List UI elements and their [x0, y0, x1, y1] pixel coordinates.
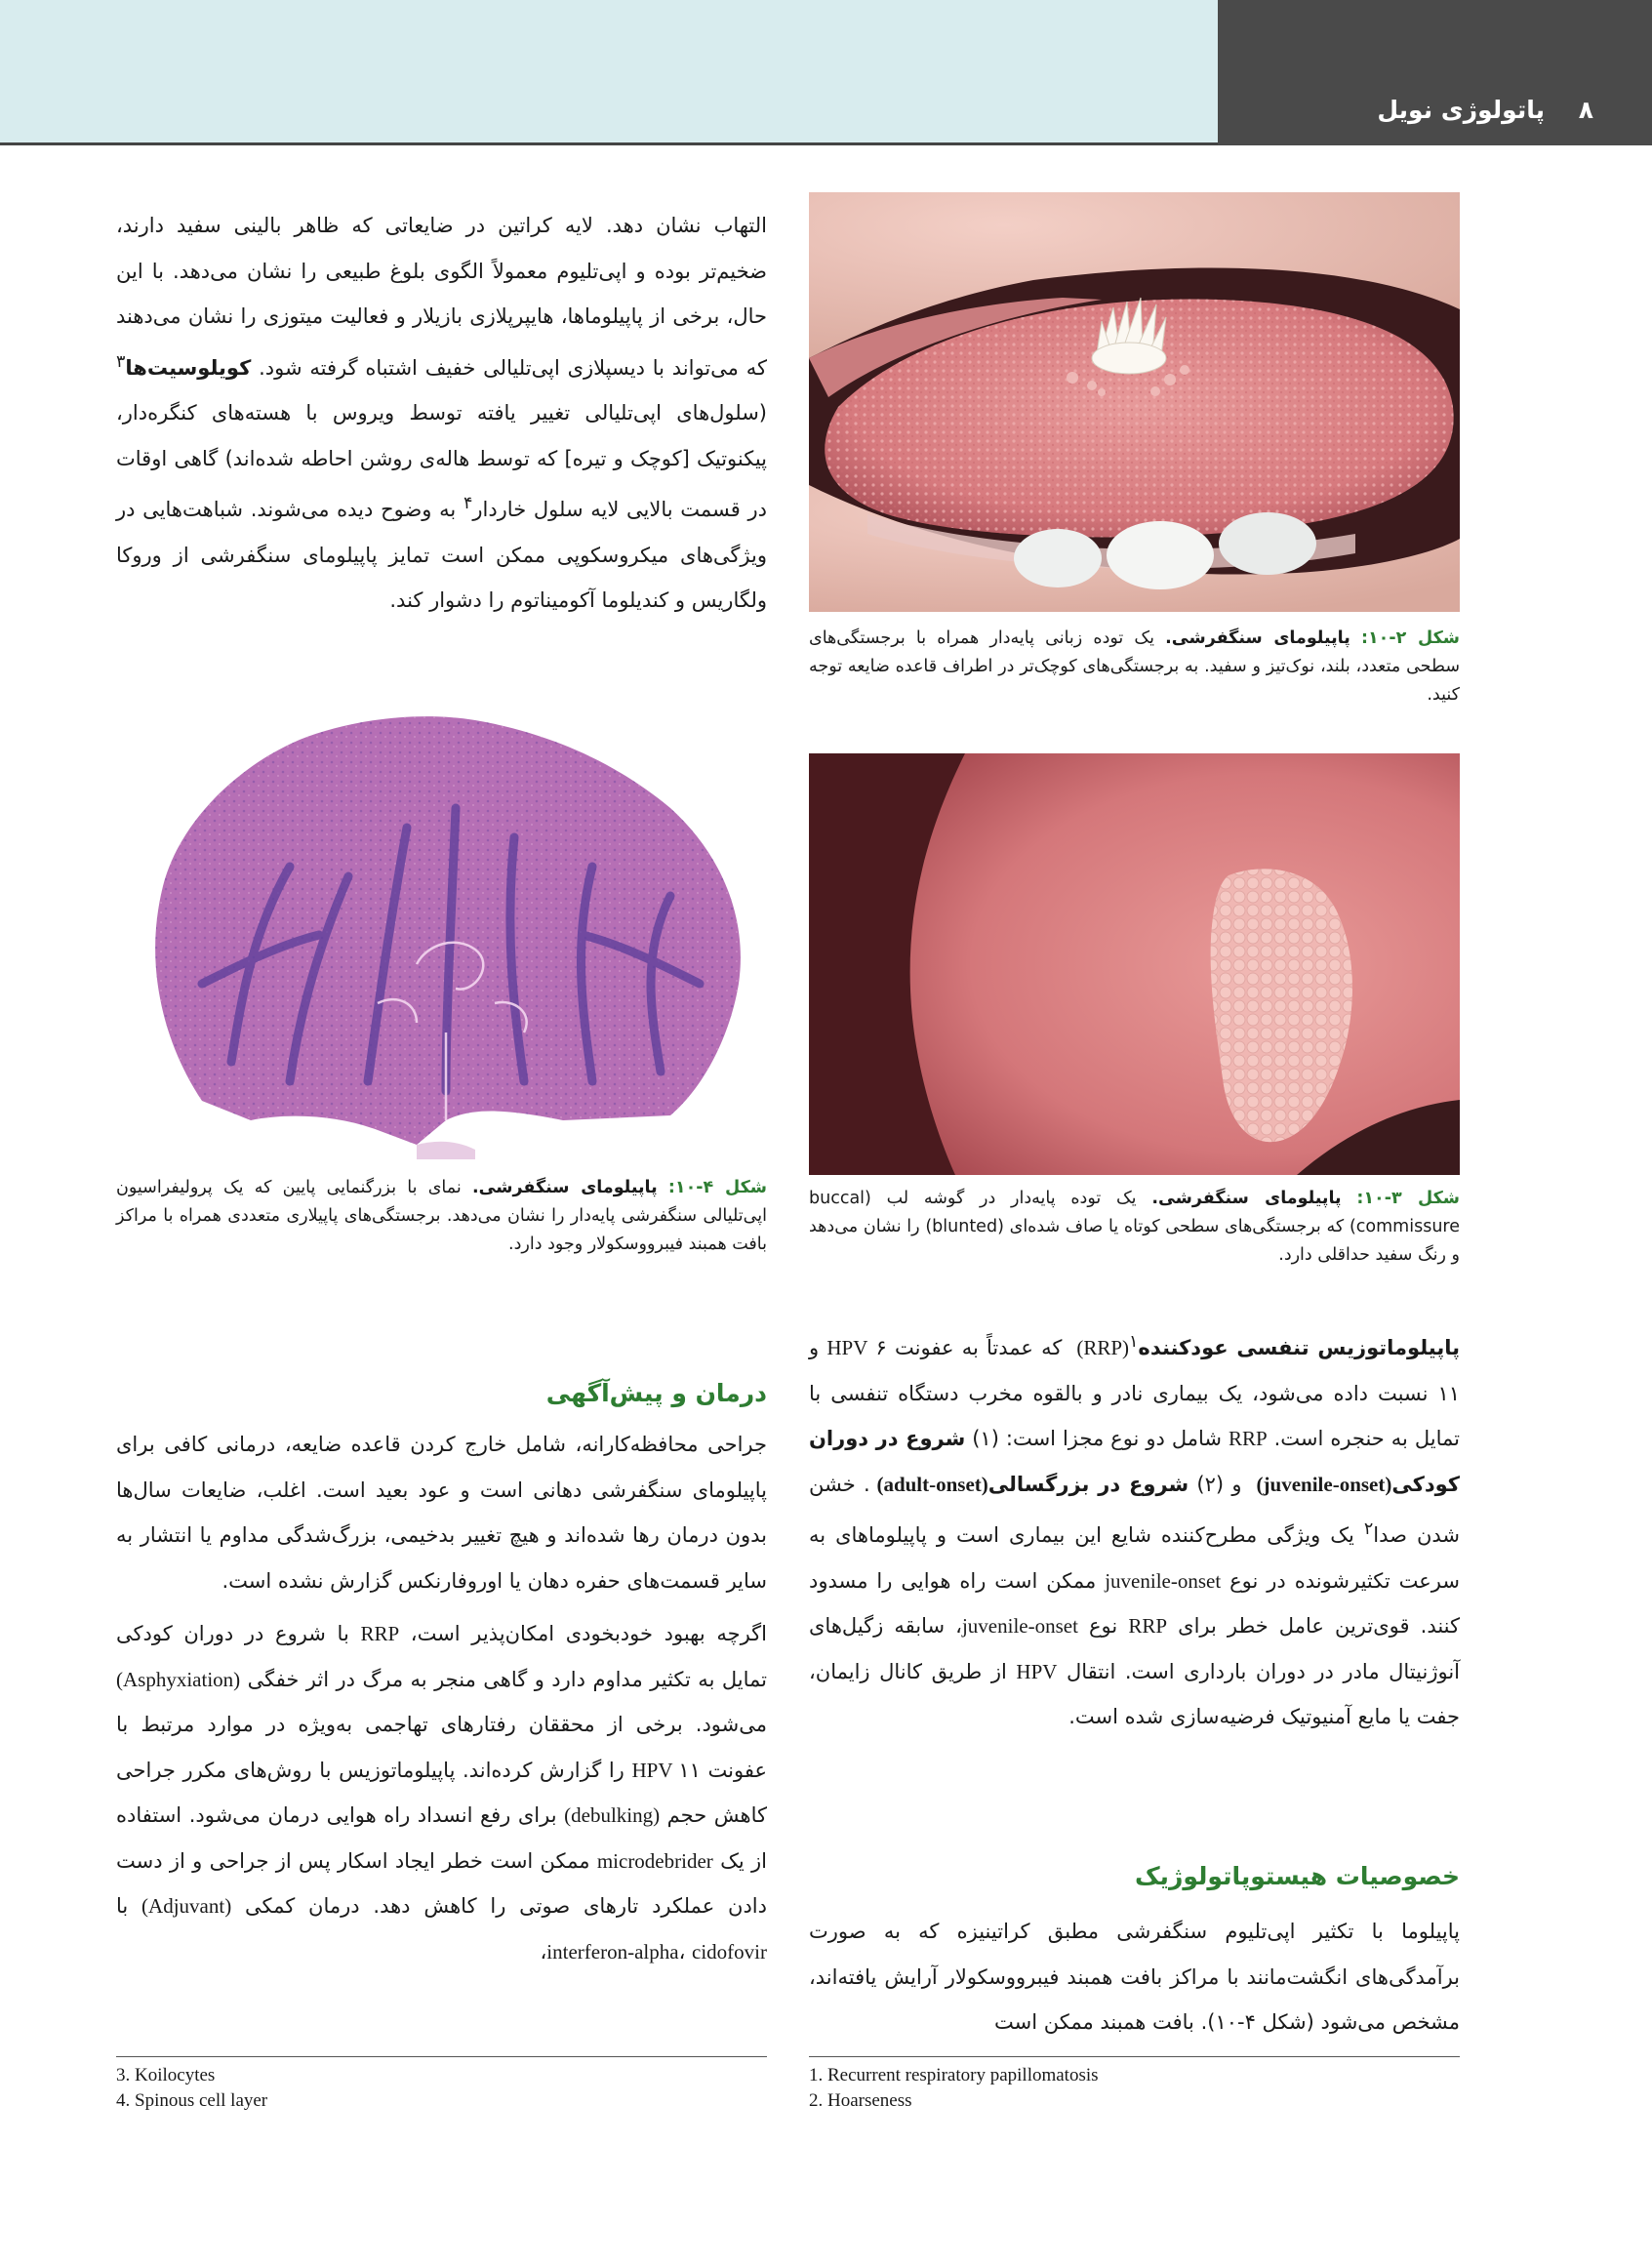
text-span: و (۲): [1189, 1472, 1250, 1496]
text-span: ۶ و ۱۱ نسبت داده می‌شود، یک بیماری نادر و بالقوه مخرب دستگاه تنفسی با تمایل به حنجره است.: [809, 1336, 1460, 1450]
adjuvant-term: (Adjuvant): [141, 1894, 232, 1918]
treatment-paragraphs: [116, 1422, 767, 1974]
text-span: . خشن شدن صدا: [809, 1472, 1461, 1547]
figure-10-4-number: شکل ۴-۱۰:: [667, 1178, 767, 1197]
text-span: ممکن است خطر ایجاد اسکار پس از جراحی و از دست دادن عملکرد تارهای صوتی را کاهش دهد. درمان کمکی: [116, 1848, 767, 1918]
footnote-ref-4: ۴: [463, 494, 473, 513]
page-number: ۸: [1578, 96, 1593, 124]
text-span: می‌شود. برخی از محققان رفتارهای تهاجمی به‌ویژه در موارد مرتبط با عفونت: [116, 1713, 767, 1782]
histopathology-paragraph: [809, 1909, 1460, 2045]
figure-10-2-photo: [809, 192, 1460, 612]
figure-10-2-caption: [809, 625, 1460, 709]
header-rule: [0, 142, 1218, 145]
text-span: ، سابقه زگیل‌های آنوژنیتال مادر در دوران بارداری است. انتقال: [809, 1614, 1460, 1683]
footnote-3: 3. Koilocytes: [116, 2065, 216, 2085]
histopathology-heading: خصوصیات هیستوپاتولوژیک: [1134, 1862, 1460, 1890]
text-span: ممکن است راه هوایی را مسدود کنند. قوی‌ترین عامل خطر برای: [809, 1568, 1461, 1638]
text-span: نوع: [1077, 1614, 1129, 1638]
juvenile-onset-en: juvenile-onset: [1105, 1568, 1222, 1593]
footnote-ref-2: ۲: [1363, 1519, 1374, 1539]
debulking-term: (debulking): [564, 1803, 661, 1827]
adult-onset-term: شروع در بزرگسالی: [987, 1472, 1189, 1496]
footnote-rule-right: [809, 2056, 1460, 2057]
rrp-abbr: (RRP): [1069, 1336, 1130, 1359]
juvenile-onset-term: شروع در دوران کودکی: [809, 1427, 1460, 1496]
rrp-abbr: RRP: [1228, 1427, 1268, 1450]
hpv-term: HPV ۱۱: [631, 1758, 701, 1782]
figure-10-2-text: یک توده زبانی پایه‌دار همراه با برجستگی‌های سطحی متعدد، بلند، نوک‌تیز و سفید. به برجستگی‌های کوچک‌تر در اطراف قاعده ضایعه توجه کنید.: [809, 628, 1460, 705]
text-span: از طریق کانال زایمان، جفت یا مایع آمنیوتیک فرضیه‌سازی شده است.: [809, 1659, 1460, 1728]
rrp-paragraph: [809, 1319, 1460, 1807]
figure-10-2-number: شکل ۲-۱۰:: [1360, 628, 1460, 648]
text-span: ،: [540, 1939, 547, 1963]
rrp-term: پاپیلوماتوزیس تنفسی عودکننده: [1138, 1336, 1460, 1359]
figure-10-3-number: شکل ۳-۱۰:: [1356, 1189, 1460, 1208]
treatment-heading: درمان و پیش‌آگهی: [545, 1379, 767, 1407]
footnote-2: 2. Hoarseness: [809, 2090, 912, 2111]
figure-10-4-caption: [116, 1174, 767, 1259]
adult-onset-en: (adult-onset): [869, 1472, 988, 1496]
juvenile-onset-en: juvenile-onset: [961, 1614, 1078, 1638]
figure-10-4-title: پاپیلومای سنگفرشی.: [471, 1178, 658, 1197]
book-title: پاتولوژی نویل: [1377, 96, 1545, 124]
cidofovir-term: cidofovir: [692, 1939, 767, 1963]
text-span: که عمدتاً به عفونت: [886, 1336, 1070, 1359]
text-span: یک ویژگی مطرح‌کننده شایع این بیماری است و پاپیلوماهای به سرعت تکثیرشونده در نوع: [809, 1523, 1460, 1593]
figure-10-3-text: یک توده پایه‌دار در گوشه لب (buccal commissure) که برجستگی‌های سطحی کوتاه یا صاف شده‌ای (blunted) را نشان می‌دهد و رنگ سفید حداقلی دارد.: [809, 1189, 1460, 1265]
text-span: را گزارش کرده‌اند. پاپیلوماتوزیس با روش‌های مکرر جراحی کاهش حجم: [116, 1758, 767, 1827]
figure-10-4-text: نمای با بزرگنمایی پایین که یک پرولیفراسیون اپی‌تلیالی سنگفرشی پایه‌دار را نشان می‌دهد. برجستگی‌های پاپیلاری متعددی همراه با مراکز بافت همبند فیبرووسکولار وجود دارد.: [116, 1178, 767, 1254]
juvenile-onset-en: (juvenile-onset): [1249, 1472, 1392, 1496]
koilocytes-term: کویلوسیت‌ها: [125, 355, 252, 380]
footnotes-right: [809, 2063, 1460, 2114]
text-span: شامل دو نوع مجزا است: (۱): [965, 1427, 1229, 1450]
footnote-1: 1. Recurrent respiratory papillomatosis: [809, 2065, 1099, 2085]
footnote-ref-3: ۳: [116, 351, 126, 372]
histopathology-text: پاپیلوما با تکثیر اپی‌تلیوم سنگفرشی مطبق کراتینیزه که به صورت برآمدگی‌های انگشت‌مانند با مراکز بافت همبند فیبرووسکولار آرایش یافته‌اند، مشخص می‌شود (شکل ۴-۱۰). بافت همبند ممکن است: [809, 1920, 1460, 2034]
hpv-term: HPV: [1016, 1659, 1058, 1683]
text-span: برای رفع انسداد راه هوایی درمان می‌شود. استفاده از یک: [116, 1803, 767, 1873]
hpv-term: HPV: [826, 1336, 868, 1359]
intro-paragraph: [116, 203, 767, 624]
footnote-rule-left: [116, 2056, 767, 2057]
figure-10-3-title: پاپیلومای سنگفرشی.: [1151, 1189, 1342, 1208]
rrp-abbr: RRP: [1128, 1614, 1168, 1638]
text-span: اگرچه بهبود خودبخودی امکان‌پذیر است،: [399, 1622, 767, 1645]
text-span: التهاب نشان دهد. لایه کراتین در ضایعاتی که ظاهر بالینی سفید دارند، ضخیم‌تر بوده و اپی‌تلیوم معمولاً الگوی بلوغ طبیعی را نشان می‌دهد. با این حال، برخی از پاپیلوماها، هایپرپلازی بازیلار و فعالیت میتوزی را نشان می‌دهند که می‌تواند با دیسپلازی اپی‌تلیالی خفیف اشتباه گرفته شود.: [116, 214, 767, 380]
interferon-term: interferon-alpha: [546, 1939, 679, 1963]
text-span: با: [116, 1894, 142, 1918]
figure-10-4-photo: [124, 710, 767, 1159]
figure-10-3-caption: [809, 1185, 1460, 1270]
figure-10-2-title: پاپیلومای سنگفرشی.: [1165, 628, 1350, 648]
footnote-4: 4. Spinous cell layer: [116, 2090, 268, 2111]
text-span: ،: [678, 1939, 693, 1963]
microdebrider-term: microdebrider: [596, 1848, 713, 1873]
rrp-abbr: RRP: [360, 1622, 400, 1645]
text-span: با شروع در دوران کودکی تمایل به تکثیر مداوم دارد و گاهی منجر به مرگ در اثر خفگی: [116, 1622, 767, 1691]
footnote-ref-1: ۱: [1129, 1332, 1139, 1352]
text-span: به وضوح دیده می‌شوند. شباهت‌هایی در ویژگی‌های میکروسکوپی ممکن است تمایز پاپیلومای سنگفرشی از وروکا ولگاریس و کندیلوما آکومیناتوم را دشوار کند.: [116, 498, 767, 612]
figure-10-3-photo: [809, 753, 1460, 1175]
treatment-paragraph-2: [116, 1611, 767, 1974]
header-band: [0, 0, 1218, 145]
treatment-paragraph-1: جراحی محافظه‌کارانه، شامل خارج کردن قاعده ضایعه، درمانی کافی برای پاپیلومای سنگفرشی دهانی است و عود بعید است. اغلب، ضایعات سال‌ها بدون درمان رها شده‌اند و هیچ تغییر بدخیمی، بزرگ‌شدگی مداوم یا انتشار به سایر قسمت‌های حفره دهان یا اوروفارنکس گزارش نشده است.: [116, 1433, 767, 1593]
text-span: (سلول‌های اپی‌تلیالی تغییر یافته توسط ویروس با هسته‌های کنگره‌دار، پیکنوتیک [کوچک و تیره] که توسط هاله‌ی روشن احاطه شده‌اند) گاهی اوقات در قسمت بالایی لایه سلول خاردار: [116, 401, 767, 521]
footnotes-left: [116, 2063, 767, 2114]
asphyxiation-term: (Asphyxiation): [116, 1667, 241, 1691]
